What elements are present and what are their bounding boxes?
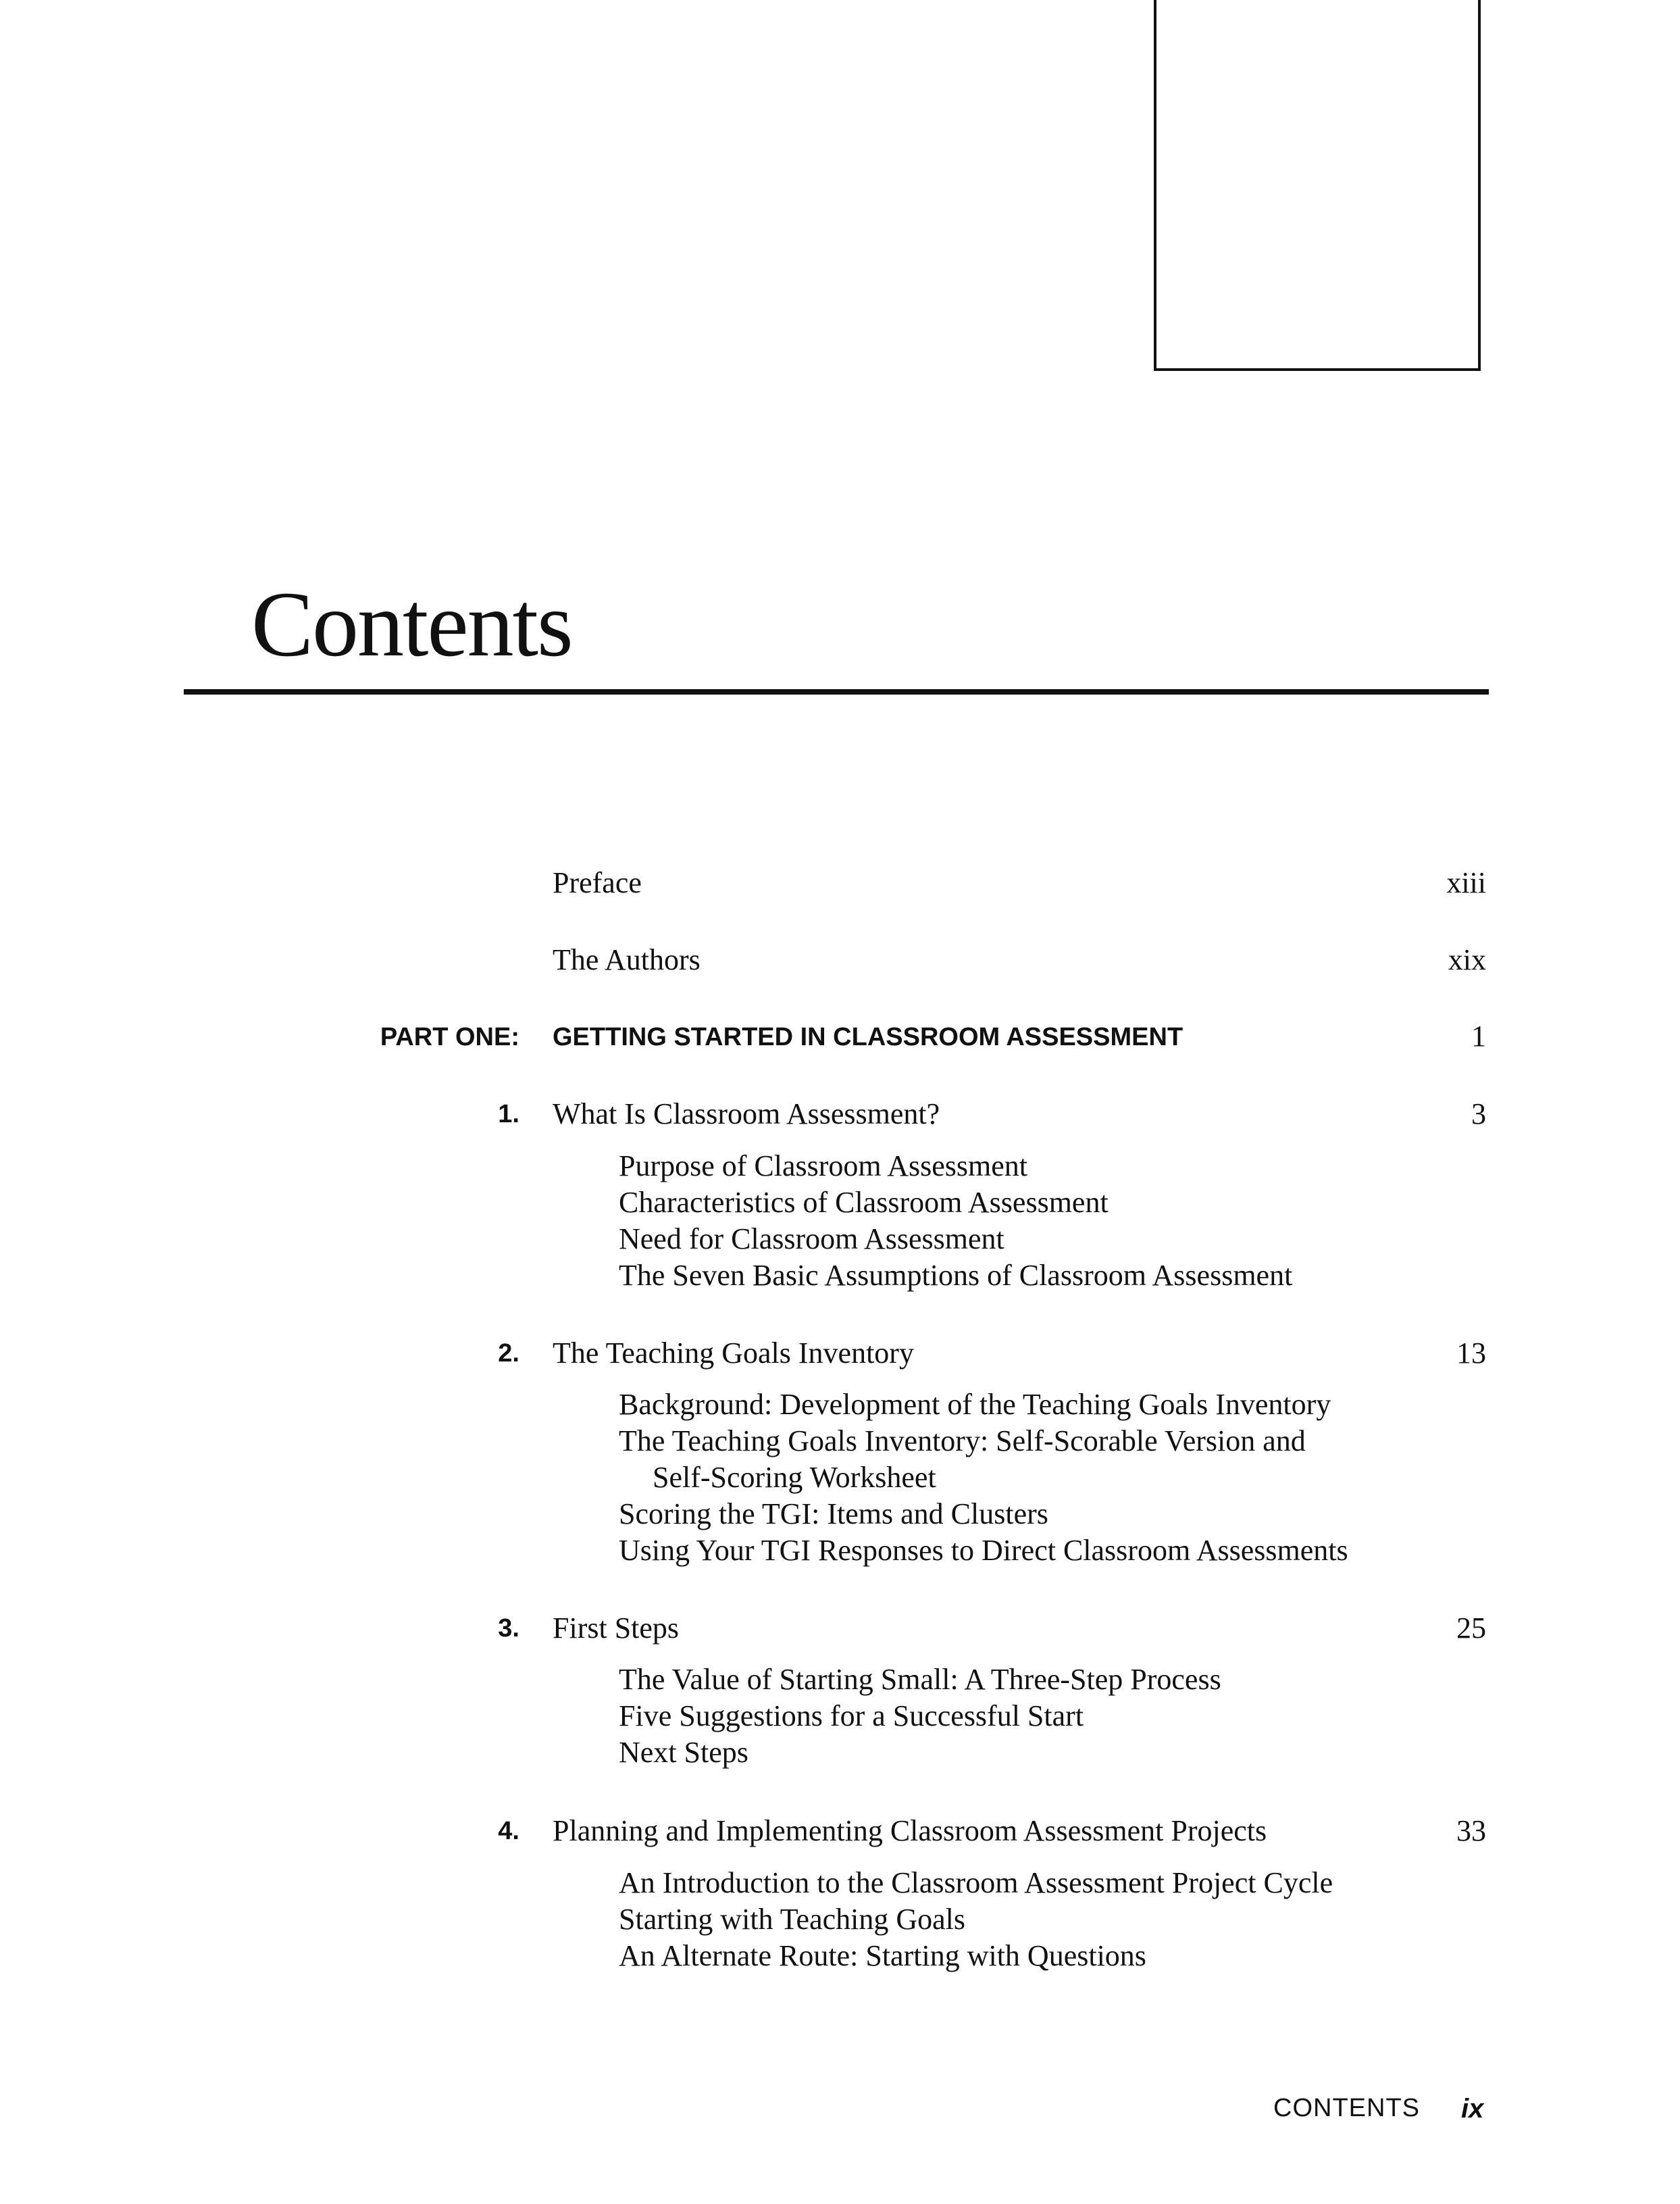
- toc-section[interactable]: The Teaching Goals Inventory: Self-Scorable Version and: [619, 1424, 1306, 1457]
- page-number-chapter-3: 25: [1456, 1611, 1486, 1645]
- toc-entry-chapter-2[interactable]: The Teaching Goals Inventory: [553, 1336, 914, 1370]
- part-label: PART ONE:: [380, 1023, 519, 1051]
- toc-section[interactable]: Scoring the TGI: Items and Clusters: [619, 1497, 1048, 1530]
- chapter-number: 1.: [498, 1100, 519, 1128]
- page-number-authors: xix: [1448, 943, 1486, 976]
- toc-section[interactable]: An Alternate Route: Starting with Questions: [619, 1939, 1146, 1972]
- toc-section[interactable]: Using Your TGI Responses to Direct Classroom Assessments: [619, 1534, 1348, 1567]
- title-rule: [184, 689, 1489, 695]
- page-number-chapter-4: 33: [1456, 1814, 1486, 1847]
- toc-section[interactable]: An Introduction to the Classroom Assessment Project Cycle: [619, 1866, 1333, 1899]
- toc-section-continued[interactable]: Self-Scoring Worksheet: [653, 1461, 936, 1494]
- toc-entry-part-one[interactable]: GETTING STARTED IN CLASSROOM ASSESSMENT: [553, 1023, 1183, 1051]
- toc-section[interactable]: Five Suggestions for a Successful Start: [619, 1699, 1084, 1732]
- chapter-number: 4.: [498, 1817, 519, 1845]
- page-number-preface: xiii: [1446, 866, 1486, 899]
- toc-section[interactable]: Background: Development of the Teaching Goals Inventory: [619, 1388, 1331, 1421]
- page-number-chapter-2: 13: [1456, 1336, 1486, 1370]
- toc-entry-preface[interactable]: Preface: [553, 866, 642, 899]
- toc-entry-chapter-3[interactable]: First Steps: [553, 1611, 680, 1645]
- chapter-number: 3.: [498, 1614, 519, 1643]
- folio-page-number: ix: [1461, 2094, 1484, 2124]
- toc-section[interactable]: Starting with Teaching Goals: [619, 1903, 966, 1936]
- toc-section[interactable]: The Seven Basic Assumptions of Classroom Assessment: [619, 1259, 1293, 1292]
- page-number-part-one: 1: [1471, 1020, 1486, 1053]
- corner-frame: [1154, 0, 1481, 371]
- running-footer-label: CONTENTS: [1273, 2094, 1420, 2122]
- toc-section[interactable]: The Value of Starting Small: A Three-Step Process: [619, 1663, 1221, 1696]
- chapter-number: 2.: [498, 1339, 519, 1368]
- toc-entry-authors[interactable]: The Authors: [553, 943, 701, 976]
- toc-entry-chapter-4[interactable]: Planning and Implementing Classroom Assessment Projects: [553, 1814, 1267, 1847]
- toc-entry-chapter-1[interactable]: What Is Classroom Assessment?: [553, 1097, 940, 1130]
- toc-section[interactable]: Characteristics of Classroom Assessment: [619, 1186, 1109, 1219]
- toc-section[interactable]: Need for Classroom Assessment: [619, 1222, 1004, 1255]
- page-title: Contents: [251, 572, 572, 676]
- toc-section[interactable]: Purpose of Classroom Assessment: [619, 1149, 1027, 1182]
- toc-section[interactable]: Next Steps: [619, 1736, 748, 1769]
- page-number-chapter-1: 3: [1471, 1097, 1486, 1130]
